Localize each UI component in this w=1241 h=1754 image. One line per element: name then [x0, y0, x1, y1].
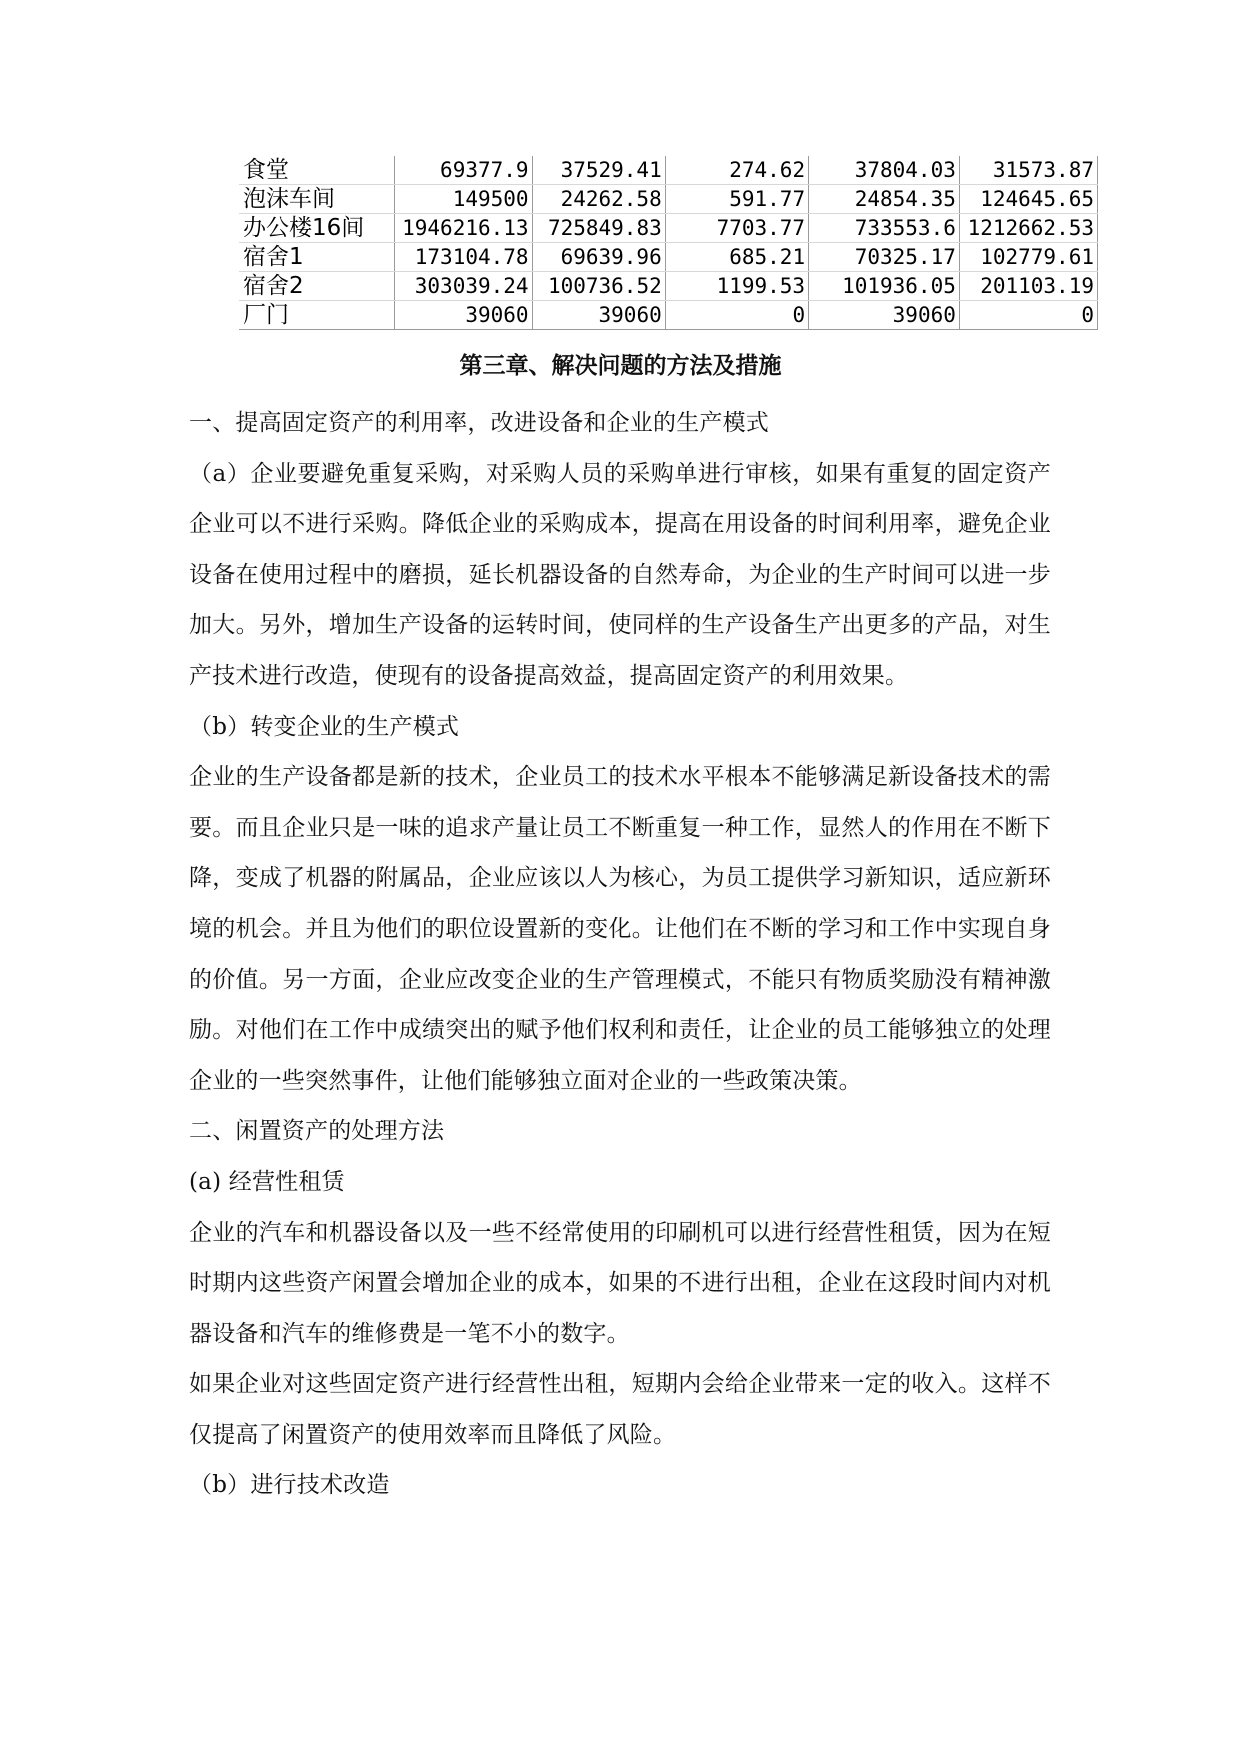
- asset-table: [239, 156, 1098, 330]
- table-row: [239, 214, 1098, 243]
- table-cell: 7703.77: [665, 214, 808, 243]
- body-text: [189, 398, 1051, 1511]
- table-cell: 37529.41: [532, 156, 665, 185]
- subsection-heading: (a) 经营性租赁: [189, 1168, 345, 1195]
- row-name: 食堂: [239, 156, 395, 185]
- table-cell: 70325.17: [809, 243, 960, 272]
- table-cell: 303039.24: [395, 272, 532, 301]
- table-cell: 69639.96: [532, 243, 665, 272]
- row-name: 泡沫车间: [239, 185, 395, 214]
- subsection-heading: （b）进行技术改造: [189, 1472, 390, 1499]
- table-cell: 1199.53: [665, 272, 808, 301]
- row-name: 办公楼16间: [239, 214, 395, 243]
- chapter-title: 第三章、解决问题的方法及措施: [459, 353, 782, 379]
- table-cell: 102779.61: [959, 243, 1097, 272]
- section-heading: 一、提高固定资产的利用率，改进设备和企业的生产模式: [189, 410, 769, 436]
- table-cell: 24262.58: [532, 185, 665, 214]
- paragraph: 如果企业对这些固定资产进行经营性出租，短期内会给企业带来一定的收入。这样不仅提高了闲置资产的使用效率而且降低了风险。: [189, 1371, 1051, 1448]
- table-cell: 725849.83: [532, 214, 665, 243]
- row-name: 宿舍1: [239, 243, 395, 272]
- table-cell: 39060: [532, 301, 665, 330]
- table-row: [239, 272, 1098, 301]
- asset-table-fragment: [239, 156, 1098, 330]
- table-row: [239, 243, 1098, 272]
- subsection-heading: （b）转变企业的生产模式: [189, 713, 460, 740]
- table-row: [239, 156, 1098, 185]
- table-cell: 0: [959, 301, 1097, 330]
- table-cell: 101936.05: [809, 272, 960, 301]
- table-cell: 39060: [809, 301, 960, 330]
- table-cell: 100736.52: [532, 272, 665, 301]
- paragraph: 企业的汽车和机器设备以及一些不经常使用的印刷机可以进行经营性租赁，因为在短时期内这些资产闲置会增加企业的成本，如果的不进行出租，企业在这段时间内对机器设备和汽车的维修费是一笔不小的数字。: [189, 1219, 1051, 1347]
- table-cell: 24854.35: [809, 185, 960, 214]
- table-row: [239, 301, 1098, 330]
- table-cell: 69377.9: [395, 156, 532, 185]
- table-cell: 149500: [395, 185, 532, 214]
- table-row: [239, 185, 1098, 214]
- table-cell: 0: [665, 301, 808, 330]
- table-cell: 39060: [395, 301, 532, 330]
- table-cell: 274.62: [665, 156, 808, 185]
- table-cell: 591.77: [665, 185, 808, 214]
- row-name: 宿舍2: [239, 272, 395, 301]
- row-name: 厂门: [239, 301, 395, 330]
- paragraph: （a）企业要避免重复采购，对采购人员的采购单进行审核，如果有重复的固定资产企业可以不进行采购。降低企业的采购成本，提高在用设备的时间利用率，避免企业设备在使用过程中的磨损，延长机器设备的自然寿命，为企业的生产时间可以进一步加大。另外，增加生产设备的运转时间，使同样的生产设备生产出更多的产品，对生产技术进行改造，使现有的设备提高效益，提高固定资产的利用效果。: [189, 460, 1051, 689]
- table-cell: 1946216.13: [395, 214, 532, 243]
- table-cell: 201103.19: [959, 272, 1097, 301]
- table-cell: 685.21: [665, 243, 808, 272]
- table-cell: 733553.6: [809, 214, 960, 243]
- table-cell: 124645.65: [959, 185, 1097, 214]
- table-cell: 173104.78: [395, 243, 532, 272]
- table-cell: 37804.03: [809, 156, 960, 185]
- table-cell: 31573.87: [959, 156, 1097, 185]
- table-cell: 1212662.53: [959, 214, 1097, 243]
- section-heading: 二、闲置资产的处理方法: [189, 1118, 445, 1145]
- paragraph: 企业的生产设备都是新的技术，企业员工的技术水平根本不能够满足新设备技术的需要。而且企业只是一味的追求产量让员工不断重复一种工作，显然人的作用在不断下降，变成了机器的附属品，企业应该以人为核心，为员工提供学习新知识，适应新环境的机会。并且为他们的职位设置新的变化。让他们在不断的学习和工作中实现自身的价值。另一方面，企业应改变企业的生产管理模式，不能只有物质奖励没有精神激励。对他们在工作中成绩突出的赋予他们权利和责任，让企业的员工能够独立的处理企业的一些突然事件，让他们能够独立面对企业的一些政策决策。: [189, 764, 1051, 1094]
